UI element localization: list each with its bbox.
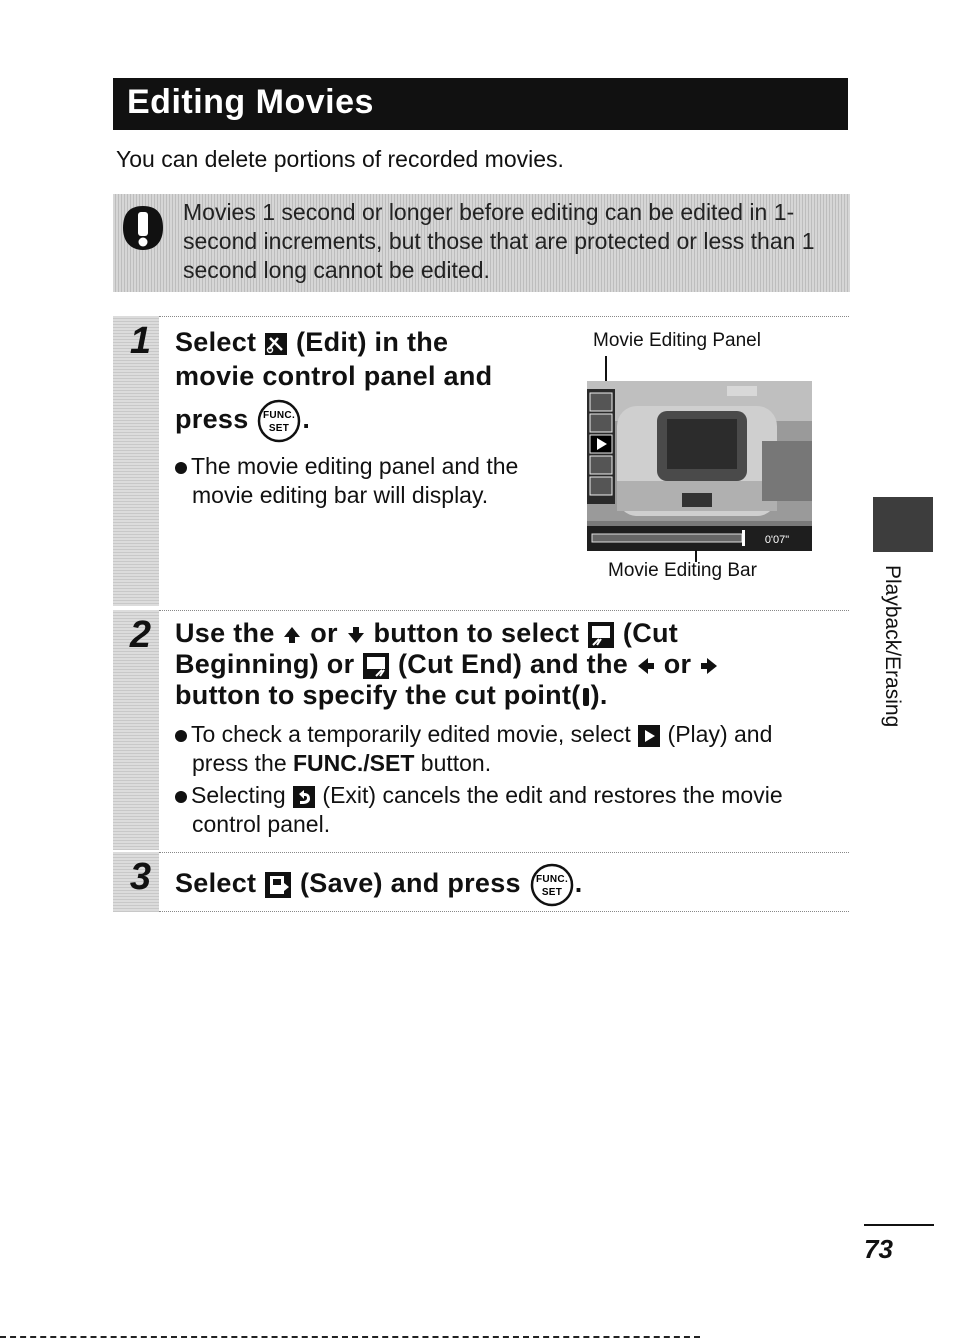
save-icon	[264, 871, 292, 899]
divider	[159, 316, 849, 317]
step-2-bullet-1: To check a temporarily edited movie, select (Play) and press the FUNC./SET button.	[175, 720, 845, 778]
page-number-rule	[864, 1224, 934, 1226]
movie-screenshot	[587, 381, 812, 551]
cut-beginning-icon	[587, 621, 615, 649]
caution-box	[113, 194, 850, 292]
cut-end-icon	[362, 652, 390, 680]
svg-text:FUNC.: FUNC.	[535, 874, 568, 885]
bullet-icon	[175, 730, 187, 742]
svg-text:0'07": 0'07"	[764, 534, 790, 546]
divider	[159, 852, 849, 853]
step-2-number: 2	[129, 614, 151, 656]
left-arrow-icon	[636, 656, 656, 676]
movie-editing-panel-label: Movie Editing Panel	[593, 330, 761, 351]
intro-text: You can delete portions of recorded movies.	[116, 146, 564, 172]
exit-icon	[292, 785, 316, 809]
section-label: Playback/Erasing	[881, 565, 904, 728]
section-tab-marker	[873, 497, 933, 552]
step-1-bullet: The movie editing panel and the movie editing bar will display.	[175, 452, 575, 510]
step-1-number: 1	[129, 320, 151, 362]
func-set-button-icon	[529, 862, 575, 908]
monorail-image	[587, 381, 812, 551]
play-icon	[637, 724, 661, 748]
bullet-icon	[175, 462, 187, 474]
up-arrow-icon	[282, 625, 302, 645]
step-1-tab	[113, 316, 159, 606]
step-3-tab	[113, 852, 159, 912]
step-2-tab	[113, 610, 159, 850]
page-number: 73	[864, 1234, 893, 1264]
svg-text:FUNC.: FUNC.	[263, 410, 296, 421]
bottom-edge-rule	[0, 1336, 700, 1338]
step-2-heading: Use the or button to select (Cut Beginning) or (Cut End) and the or button to specify the cut point( ).	[175, 618, 835, 711]
down-arrow-icon	[346, 625, 366, 645]
divider	[159, 911, 849, 912]
edit-icon	[264, 332, 288, 356]
step-2-bullets	[175, 720, 845, 839]
caution-text: Movies 1 second or longer before editing can be edited in 1-second increments, but those that are protected or less than 1 second long cannot be edited.	[183, 199, 815, 283]
title-bar	[113, 78, 848, 130]
cut-point-marker-icon	[581, 686, 591, 708]
step-1-heading: Select (Edit) in the movie control panel and	[175, 327, 493, 391]
svg-text:SET: SET	[269, 423, 290, 434]
step-1-heading-press: press FUNC. SET .	[175, 398, 310, 444]
right-arrow-icon	[699, 656, 719, 676]
svg-text:SET: SET	[541, 887, 562, 898]
divider	[159, 610, 849, 611]
func-set-button-icon	[256, 398, 302, 444]
page-title: Editing Movies	[127, 83, 374, 121]
caution-icon	[121, 204, 165, 252]
bullet-icon	[175, 791, 187, 803]
step-2-bullet-2: Selecting (Exit) cancels the edit and restores the movie control panel.	[175, 781, 845, 839]
step-3-number: 3	[129, 856, 151, 898]
movie-editing-bar-label: Movie Editing Bar	[608, 560, 757, 581]
step-3-heading: Select (Save) and press FUNC. SET .	[175, 862, 583, 908]
